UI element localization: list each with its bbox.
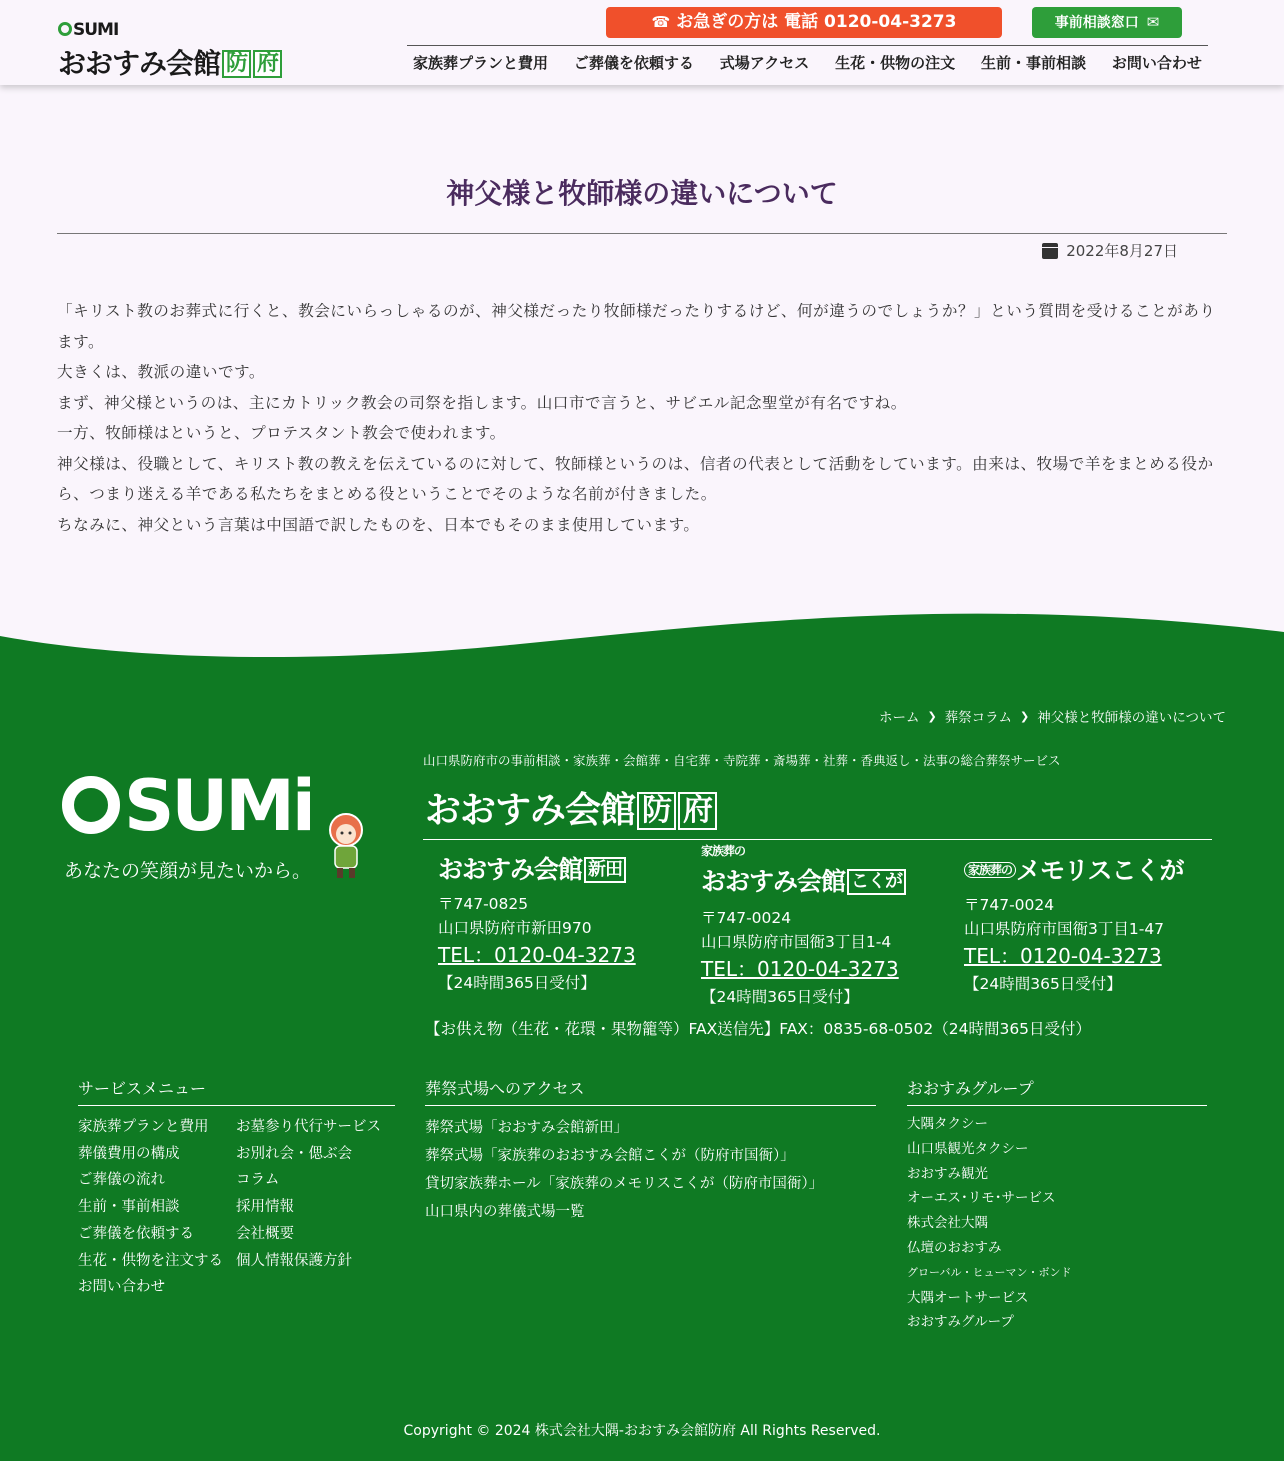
service-menu-col1 [78,1114,223,1301]
service-menu-link[interactable]: 葬儀費用の構成 [78,1145,180,1162]
paragraph: 「キリスト教のお葬式に行くと、教会にいらっしゃるのが、神父様だったり牧師様だったりするけど、何が違うのでしょうか？」という質問を受けることがあります。 [57,302,1216,351]
branch-hours: 【24時間365日受付】 [701,988,859,1006]
mail-icon: ✉ [1146,13,1160,31]
nav-contact[interactable]: お問い合わせ [1111,54,1202,72]
footer-brand-name: おおすみ会館 防 府 [425,782,717,833]
group-list [907,1112,1071,1335]
chevron-right-icon: ❯ [1020,709,1030,723]
branch-zip: 〒747-0024 [701,909,792,927]
access-list [425,1114,823,1226]
service-menu-link[interactable]: お墓参り代行サービス [236,1119,381,1135]
fax-info: 【お供え物（生花・花環・果物籠等）FAX送信先】FAX：0835-68-0502（24時間365日受付） [425,1020,1092,1038]
site-logo[interactable] [58,20,320,80]
main-nav [407,52,1208,74]
branch-memoris [964,848,1214,997]
nav-divider [407,45,1208,46]
access-link[interactable]: 葬祭式場「家族葬のおおすみ会館こくが（防府市国衙）」 [425,1148,795,1164]
branch-shinden [438,848,688,996]
access-link[interactable]: 山口県内の葬儀式場一覧 [425,1204,585,1220]
article-body [57,296,1229,540]
branch-tel-link[interactable]: TEL：0120-04-3273 [701,957,899,981]
group-heading: おおすみグループ [907,1076,1207,1106]
group-link[interactable]: 株式会社大隅 [907,1215,988,1232]
branch-zip: 〒747-0024 [964,896,1055,914]
chevron-right-icon: ❯ [927,709,937,723]
branch-tel-link[interactable]: TEL：0120-04-3273 [964,944,1162,968]
calendar-icon [1042,243,1058,259]
service-menu-link[interactable]: 会社概要 [236,1225,294,1242]
service-menu-link[interactable]: ご葬儀を依頼する [78,1225,194,1242]
brand-divider [423,839,1212,840]
branch-kokuga [701,844,951,1010]
breadcrumb-home[interactable]: ホーム [878,710,920,726]
service-description: 山口県防府市の事前相談・家族葬・会館葬・自宅葬・寺院葬・斎場葬・社葬・香典返し・法事の総合葬祭サービス [423,753,1061,768]
service-menu-link[interactable]: お別れ会・偲ぶ会 [236,1145,352,1162]
service-menu-link[interactable]: 生前・事前相談 [78,1199,180,1216]
paragraph: まず、神父様というのは、主にカトリック教会の司祭を指します。山口市で言うと、サビエル記念聖堂が有名ですね。 [57,393,907,412]
access-link[interactable]: 貸切家族葬ホール「家族葬のメモリスこくが（防府市国衙）」 [425,1176,824,1192]
branch-zip: 〒747-0825 [438,895,529,913]
logo-osumi-mark: SUMI [58,20,118,40]
group-link[interactable]: オーエス･リモ･サービス [907,1190,1056,1207]
branch-name: おおすみ会館 新田 [438,848,688,892]
mascot-icon [322,812,370,880]
paragraph: 一方、牧師様はというと、プロテスタント教会で使われます。 [57,424,506,442]
group-link[interactable]: グローバル・ヒューマン・ボンド [907,1265,1072,1279]
osumi-brand-logo[interactable] [62,765,382,892]
breadcrumb-column[interactable]: 葬祭コラム [944,710,1013,726]
service-menu-link[interactable]: 個人情報保護方針 [236,1252,352,1269]
branch-hours: 【24時間365日受付】 [438,974,596,992]
service-menu-link[interactable]: 採用情報 [236,1199,294,1216]
paragraph: ちなみに、神父という言葉は中国語で訳したものを、日本でもそのまま使用しています。 [57,515,700,534]
branch-address: 山口県防府市国衙3丁目1-47 [964,920,1165,938]
service-menu-link[interactable]: 家族葬プランと費用 [78,1119,209,1135]
group-link[interactable]: おおすみ観光 [907,1165,988,1182]
branch-tel-link[interactable]: TEL：0120-04-3273 [438,943,636,967]
service-menu-col2 [236,1114,381,1274]
date-text: 2022年8月27日 [1066,242,1178,260]
osumi-wordmark: SUMi [62,772,313,840]
nav-flower-order[interactable]: 生花・供物の注文 [835,54,956,72]
phone-icon: ☎ [651,13,671,31]
urgent-call-button[interactable] [606,7,1002,38]
logo-name: おおすみ会館 防 府 [58,42,282,82]
consultation-label: 事前相談窓口 [1054,15,1139,31]
article-title: 神父様と牧師様の違いについて [446,177,838,210]
group-link[interactable]: 大隅オートサービス [907,1289,1029,1306]
site-header [0,0,1284,85]
group-link[interactable]: おおすみグループ [907,1314,1014,1331]
site-footer [0,660,1284,1461]
nav-plan-cost[interactable]: 家族葬プランと費用 [413,54,549,72]
service-menu-link[interactable]: コラム [236,1172,280,1189]
consultation-button[interactable] [1032,7,1182,38]
nav-venue-access[interactable]: 式場アクセス [719,54,810,72]
group-link[interactable]: 山口県観光タクシー [907,1140,1029,1157]
branch-address: 山口県防府市新田970 [438,919,592,937]
article-date [1042,241,1178,261]
group-link[interactable]: 仏壇のおおすみ [907,1239,1002,1256]
paragraph: 神父様は、役職として、キリスト教の教えを伝えているのに対して、牧師様というのは、信者の代表として活動をしています。由来は、牧場で羊をまとめる役から、つまり迷える羊である私たちをまとめる役ということでそのような名前が付きました。 [57,454,1214,503]
branch-name: 家族葬の おおすみ会館 こくが [701,844,951,906]
service-menu-heading: サービスメニュー [78,1076,395,1106]
nav-request-funeral[interactable]: ご葬儀を依頼する [573,54,694,72]
osumi-tagline: あなたの笑顔が見たいから。 [64,860,312,882]
service-menu-link[interactable]: お問い合わせ [78,1279,165,1296]
breadcrumb-current: 神父様と牧師様の違いについて [1037,710,1226,726]
branch-address: 山口県防府市国衙3丁目1-4 [701,933,892,951]
branch-name: $^{家族葬の}$ メモリスこくが [964,848,1214,893]
nav-pre-consult[interactable]: 生前・事前相談 [981,54,1087,72]
paragraph: 大きくは、教派の違いです。 [57,363,265,381]
branch-hours: 【24時間365日受付】 [964,975,1122,993]
service-menu-link[interactable]: 生花・供物を注文する [78,1252,223,1269]
breadcrumb [879,706,1226,726]
group-link[interactable]: 大隅タクシー [907,1116,988,1132]
copyright: Copyright © 2024 株式会社大隅-おおすみ会館防府 All Rights Reserved. [403,1423,881,1439]
access-heading: 葬祭式場へのアクセス [425,1076,876,1106]
service-menu-link[interactable]: ご葬儀の流れ [78,1172,165,1189]
urgent-call-label: お急ぎの方は 電話 0120-04-3273 [676,12,957,32]
title-divider [57,233,1227,234]
access-link[interactable]: 葬祭式場「おおすみ会館新田」 [425,1120,628,1136]
